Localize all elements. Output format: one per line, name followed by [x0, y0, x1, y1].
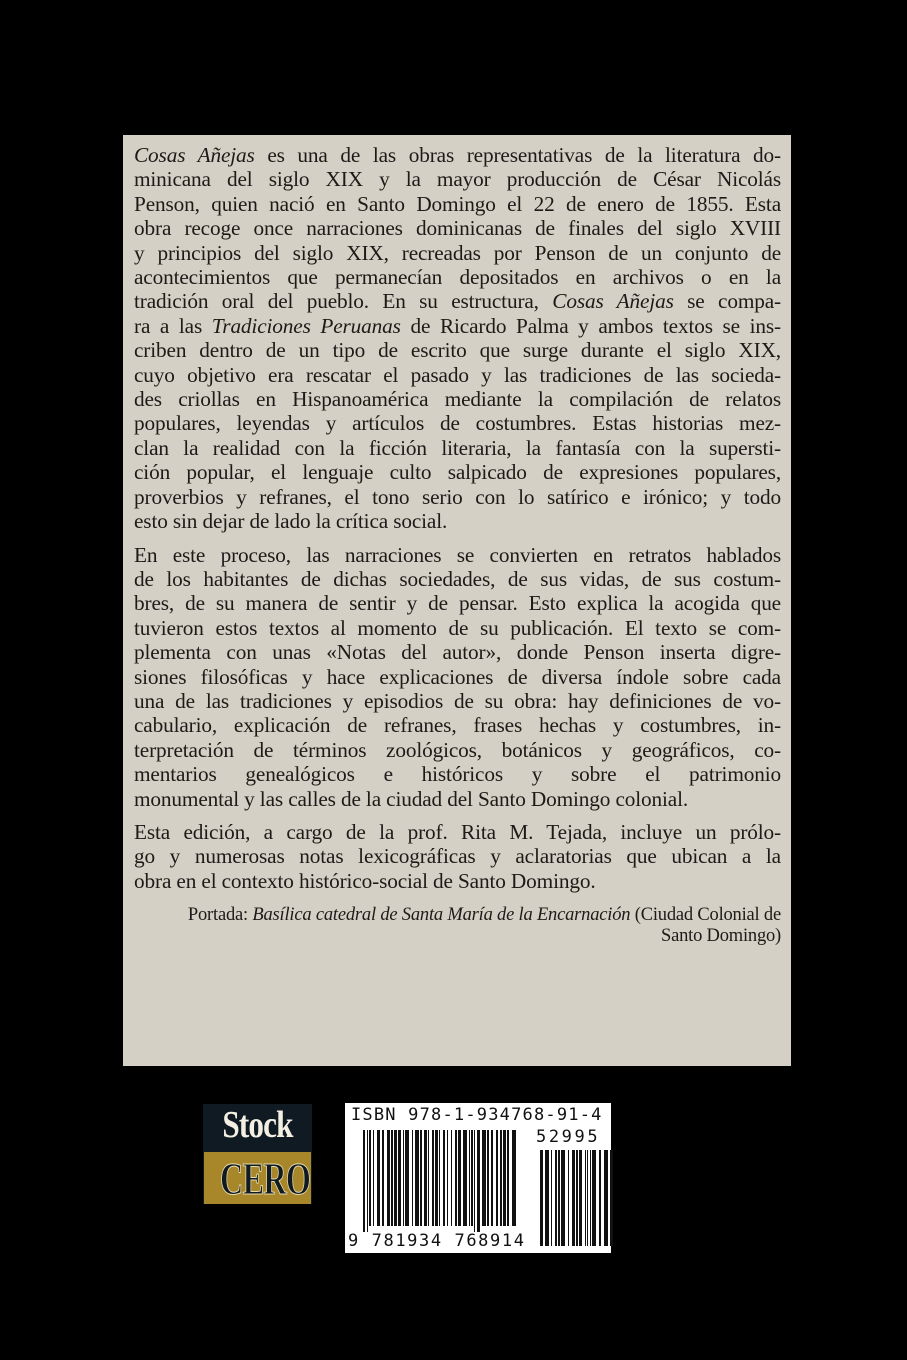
back-cover-text-panel	[123, 135, 791, 1066]
ean-bars	[363, 1130, 513, 1245]
text-line: y principios del siglo XIX, recreadas por Penson de un conjunto de	[134, 240, 781, 265]
logo-top-text: Stock	[222, 1104, 293, 1146]
text-line: monumental y las calles de la ciudad del Santo Domingo colonial.	[134, 786, 689, 811]
text-line: bres, de su manera de sentir y de pensar. Esto explica la acogida que	[134, 591, 781, 616]
text-line: En este proceso, las narraciones se convierten en retratos hablados	[134, 542, 781, 567]
text-line: Penson, quien nació en Santo Domingo el 22 de enero de 1855. Esta	[134, 191, 781, 216]
text-line: cabulario, explicación de refranes, frases hechas y costumbres, in-	[134, 713, 781, 738]
text-line: mentarios genealógicos e históricos y sobre el patrimonio	[134, 762, 781, 787]
paragraph	[134, 143, 781, 534]
price-code: 52995	[536, 1127, 601, 1147]
synopsis	[134, 143, 781, 893]
text-line: acontecimientos que permanecían depositados en archivos o en la	[134, 265, 781, 290]
caption-suffix: (Ciudad Colonial de	[630, 905, 781, 926]
text-line: tradición oral del pueblo. En su estructura, Cosas Añejas se compa-	[134, 289, 781, 314]
text-line: obra recoge once narraciones dominicanas de finales del siglo XVIII	[134, 216, 781, 241]
paragraph	[134, 543, 781, 811]
text-line: criben dentro de un tipo de escrito que surge durante el siglo XIX,	[134, 338, 781, 363]
paragraph	[134, 820, 781, 893]
text-line: de los habitantes de dichas sociedades, de sus vidas, de sus costum-	[134, 566, 781, 591]
text-line: Esta edición, a cargo de la prof. Rita M. Tejada, incluye un prólo-	[134, 819, 781, 844]
text-line: siones filosóficas y hace explicaciones de diversa índole sobre cada	[134, 664, 781, 689]
addon-bars	[540, 1150, 615, 1240]
publisher-logo	[203, 1104, 312, 1204]
text-line: clan la realidad con la ficción literaria, la fantasía con la supersti-	[134, 435, 781, 460]
logo-bottom-band	[204, 1152, 311, 1204]
text-line: ra a las Tradiciones Peruanas de Ricardo Palma y ambos textos se ins-	[134, 313, 781, 338]
text-line: tuvieron estos textos al momento de su publicación. El texto se com-	[134, 615, 781, 640]
isbn-label: ISBN 978-1-934768-91-4	[351, 1105, 603, 1125]
text-line: minicana del siglo XIX y la mayor producción de César Nicolás	[134, 167, 781, 192]
text-line: plementa con unas «Notas del autor», donde Penson inserta digre-	[134, 640, 781, 665]
text-line: terpretación de términos zoológicos, botánicos y geográficos, co-	[134, 737, 781, 762]
text-line: obra en el contexto histórico-social de Santo Domingo.	[134, 868, 596, 893]
text-line: ción popular, el lenguaje culto salpicado de expresiones populares,	[134, 460, 781, 485]
text-line: proverbios y refranes, el tono serio con lo satírico e irónico; y todo	[134, 484, 781, 509]
cover-caption	[134, 905, 781, 947]
text-line: esto sin dejar de lado la crítica social.	[134, 509, 448, 534]
text-line: populares, leyendas y artículos de costumbres. Estas historias mez-	[134, 411, 781, 436]
caption-title: Basílica catedral de Santa María de la Encarnación	[252, 905, 631, 926]
text-line: Cosas Añejas es una de las obras representativas de la literatura do-	[134, 143, 781, 167]
text-line: cuyo objetivo era rescatar el pasado y las tradiciones de las socieda-	[134, 362, 781, 387]
caption-suffix-line2: Santo Domingo)	[660, 926, 781, 947]
caption-prefix: Portada:	[187, 905, 253, 926]
logo-bottom-text: CERO	[220, 1153, 311, 1204]
text-line: go y numerosas notas lexicográficas y aclaratorias que ubican a la	[134, 844, 781, 869]
text-line: des criollas en Hispanoamérica mediante la compilación de relatos	[134, 387, 781, 412]
isbn-barcode	[345, 1103, 611, 1253]
ean-digits: 9 781934 768914	[348, 1231, 526, 1251]
text-line: una de las tradiciones y episodios de su obra: hay definiciones de vo-	[134, 688, 781, 713]
